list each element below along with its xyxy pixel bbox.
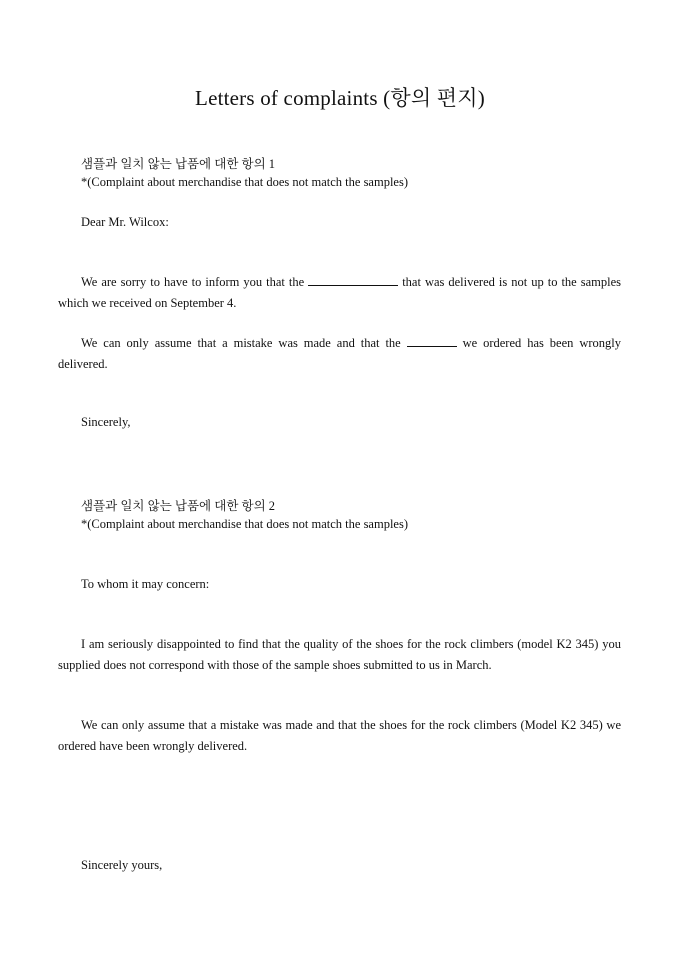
letter1-paragraph-1 (58, 272, 621, 314)
letter2-paragraph-1: I am seriously disappointed to find that the quality of the shoes for the rock climbers (model K2 345) you supplied does not correspond with those of the sample shoes submitted to us in March. (58, 637, 621, 672)
letter1-p2-text-after: we ordered has been wrongly delivered. (58, 336, 621, 371)
letter1-p1-text-after: that was delivered is not up to the samples which we received on September 4. (58, 275, 622, 310)
letter1-paragraph-2 (58, 333, 621, 375)
letter1-p2-text-before: We can only assume that a mistake was made and that the (81, 336, 407, 350)
fill-in-blank (308, 275, 398, 286)
letter2-heading-english: *(Complaint about merchandise that does not match the samples) (81, 517, 409, 531)
letter2-salutation: To whom it may concern: (81, 577, 210, 591)
letter1-p1-text-before: We are sorry to have to inform you that the (81, 275, 309, 289)
fill-in-blank (407, 336, 457, 347)
letter1-closing: Sincerely, (81, 415, 131, 429)
letter1-heading-korean: 샘플과 일치 않는 납품에 대한 항의 1 (81, 157, 276, 171)
letter1-salutation: Dear Mr. Wilcox: (81, 215, 169, 229)
letter2-paragraph-2: We can only assume that a mistake was made and that the shoes for the rock climbers (Model K2 345) we ordered have been wrongly delivered. (58, 718, 621, 753)
letter2-closing: Sincerely yours, (81, 858, 163, 872)
letter1-heading-english: *(Complaint about merchandise that does not match the samples) (81, 175, 409, 189)
document-title: Letters of complaints (항의 편지) (195, 86, 485, 110)
letter2-heading-korean: 샘플과 일치 않는 납품에 대한 항의 2 (81, 499, 276, 513)
